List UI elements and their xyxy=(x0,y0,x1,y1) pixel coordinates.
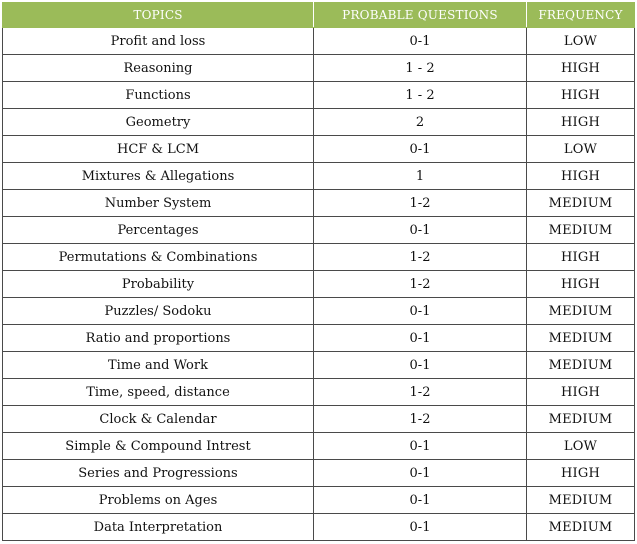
table-row xyxy=(3,217,635,244)
frequency-cell: MEDIUM xyxy=(527,352,635,379)
topic-cell: Permutations & Combinations xyxy=(3,244,314,271)
questions-cell: 1-2 xyxy=(314,406,527,433)
table-row xyxy=(3,514,635,541)
questions-cell: 1-2 xyxy=(314,244,527,271)
questions-cell: 0-1 xyxy=(314,514,527,541)
frequency-cell: MEDIUM xyxy=(527,190,635,217)
table-row xyxy=(3,82,635,109)
frequency-cell: MEDIUM xyxy=(527,298,635,325)
table-row xyxy=(3,163,635,190)
table-row xyxy=(3,55,635,82)
questions-cell: 1-2 xyxy=(314,190,527,217)
topic-cell: Number System xyxy=(3,190,314,217)
table-row xyxy=(3,460,635,487)
topic-cell: Profit and loss xyxy=(3,28,314,55)
frequency-cell: HIGH xyxy=(527,163,635,190)
topic-cell: Mixtures & Allegations xyxy=(3,163,314,190)
table-row xyxy=(3,406,635,433)
table-row xyxy=(3,325,635,352)
frequency-cell: MEDIUM xyxy=(527,406,635,433)
questions-cell: 1 - 2 xyxy=(314,82,527,109)
frequency-cell: HIGH xyxy=(527,244,635,271)
topic-cell: Probability xyxy=(3,271,314,298)
questions-cell: 0-1 xyxy=(314,136,527,163)
frequency-cell: HIGH xyxy=(527,82,635,109)
frequency-cell: MEDIUM xyxy=(527,487,635,514)
topic-cell: Geometry xyxy=(3,109,314,136)
table-row xyxy=(3,190,635,217)
frequency-cell: LOW xyxy=(527,28,635,55)
questions-cell: 0-1 xyxy=(314,217,527,244)
frequency-cell: HIGH xyxy=(527,460,635,487)
topic-cell: Functions xyxy=(3,82,314,109)
questions-cell: 0-1 xyxy=(314,28,527,55)
table-row xyxy=(3,271,635,298)
questions-cell: 1-2 xyxy=(314,379,527,406)
topics-frequency-table xyxy=(2,2,635,541)
topic-cell: HCF & LCM xyxy=(3,136,314,163)
frequency-cell: HIGH xyxy=(527,109,635,136)
topic-cell: Percentages xyxy=(3,217,314,244)
table-row xyxy=(3,136,635,163)
topic-cell: Problems on Ages xyxy=(3,487,314,514)
header-topics: TOPICS xyxy=(3,3,314,28)
questions-cell: 1 xyxy=(314,163,527,190)
frequency-cell: MEDIUM xyxy=(527,325,635,352)
questions-cell: 2 xyxy=(314,109,527,136)
table-row xyxy=(3,352,635,379)
topic-cell: Time and Work xyxy=(3,352,314,379)
questions-cell: 0-1 xyxy=(314,325,527,352)
table-row xyxy=(3,433,635,460)
frequency-cell: LOW xyxy=(527,136,635,163)
topic-cell: Puzzles/ Sodoku xyxy=(3,298,314,325)
questions-cell: 0-1 xyxy=(314,352,527,379)
questions-cell: 0-1 xyxy=(314,298,527,325)
frequency-cell: HIGH xyxy=(527,55,635,82)
table-row xyxy=(3,298,635,325)
table-row xyxy=(3,28,635,55)
questions-cell: 1-2 xyxy=(314,271,527,298)
table-row xyxy=(3,487,635,514)
questions-cell: 1 - 2 xyxy=(314,55,527,82)
frequency-cell: MEDIUM xyxy=(527,514,635,541)
frequency-cell: MEDIUM xyxy=(527,217,635,244)
header-probable-questions: PROBABLE QUESTIONS xyxy=(314,3,527,28)
topic-cell: Clock & Calendar xyxy=(3,406,314,433)
frequency-cell: HIGH xyxy=(527,379,635,406)
topic-cell: Ratio and proportions xyxy=(3,325,314,352)
header-frequency: FREQUENCY xyxy=(527,3,635,28)
table-header xyxy=(3,3,635,28)
topic-cell: Data Interpretation xyxy=(3,514,314,541)
topic-cell: Reasoning xyxy=(3,55,314,82)
topic-cell: Series and Progressions xyxy=(3,460,314,487)
topic-cell: Time, speed, distance xyxy=(3,379,314,406)
table-row xyxy=(3,379,635,406)
frequency-cell: HIGH xyxy=(527,271,635,298)
topic-cell: Simple & Compound Intrest xyxy=(3,433,314,460)
table-row xyxy=(3,109,635,136)
table-row xyxy=(3,244,635,271)
questions-cell: 0-1 xyxy=(314,433,527,460)
questions-cell: 0-1 xyxy=(314,460,527,487)
frequency-cell: LOW xyxy=(527,433,635,460)
table-body xyxy=(3,28,635,541)
questions-cell: 0-1 xyxy=(314,487,527,514)
header-row xyxy=(3,3,635,28)
